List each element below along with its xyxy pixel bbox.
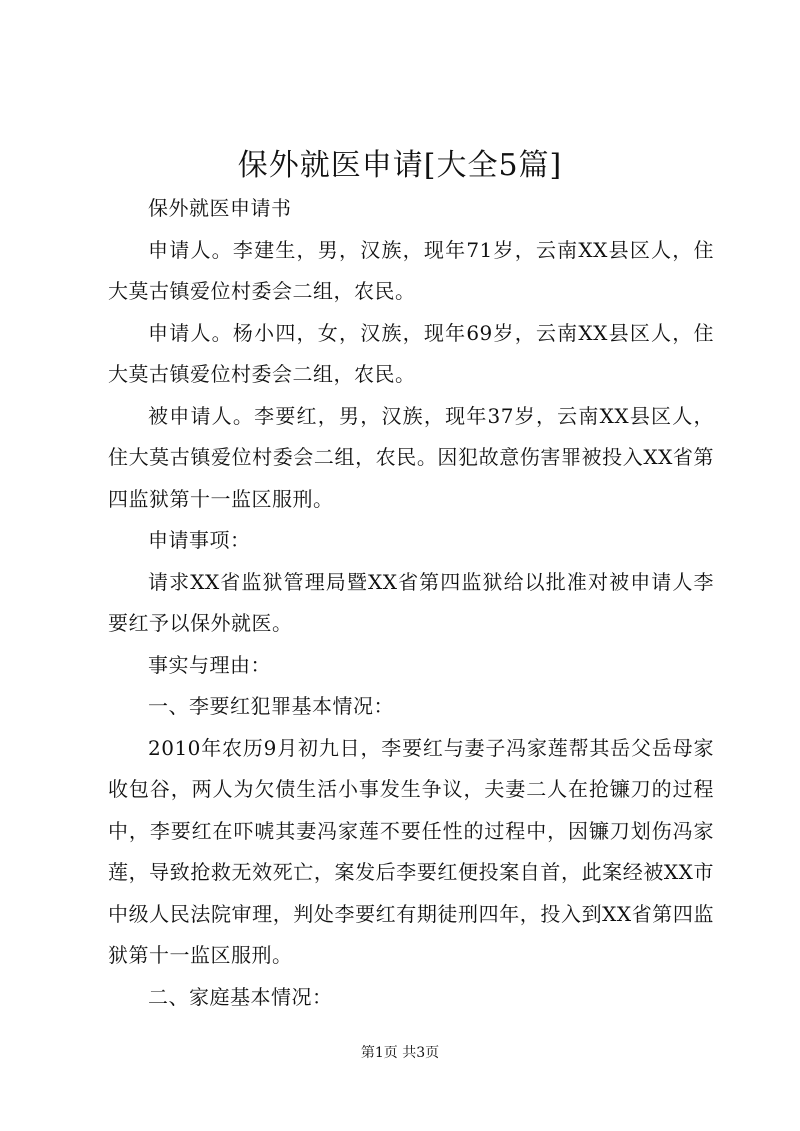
paragraph: 请求XX省监狱管理局暨XX省第四监狱给以批准对被申请人李要红予以保外就医。 bbox=[108, 569, 714, 635]
paragraph: 事实与理由： bbox=[148, 652, 271, 677]
page-footer: 第1页 共3页 bbox=[360, 1045, 440, 1061]
paragraph: 2010年农历9月初九日，李要红与妻子冯家莲帮其岳父岳母家收包谷，两人为欠债生活小事发生争议，夫妻二人在抢镰刀的过程中，李要红在吓唬其妻冯家莲不要任性的过程中，因镰刀划伤冯家莲，导致抢救无效死亡，案发后李要红便投案自首，此案经被XX市中级人民法院审理，判处李要红有期徒刑四年，投入到XX省第四监狱第十一监区服刑。 bbox=[108, 735, 714, 967]
paragraph: 申请人。杨小四，女，汉族，现年69岁，云南XX县区人，住大莫古镇爱位村委会二组，农民。 bbox=[108, 320, 714, 386]
document-body bbox=[108, 188, 714, 1018]
paragraph: 申请人。李建生，男，汉族，现年71岁，云南XX县区人，住大莫古镇爱位村委会二组，农民。 bbox=[108, 237, 714, 303]
document-title: 保外就医申请[大全5篇] bbox=[237, 148, 563, 183]
paragraph: 一、李要红犯罪基本情况： bbox=[148, 694, 394, 718]
paragraph: 二、家庭基本情况： bbox=[148, 984, 333, 1009]
paragraph: 申请事项： bbox=[148, 528, 251, 552]
paragraph: 被申请人。李要红，男，汉族，现年37岁，云南XX县区人，住大莫古镇爱位村委会二组，农民。因犯故意伤害罪被投入XX省第四监狱第十一监区服刑。 bbox=[108, 403, 714, 511]
paragraph: 保外就医申请书 bbox=[148, 196, 292, 220]
